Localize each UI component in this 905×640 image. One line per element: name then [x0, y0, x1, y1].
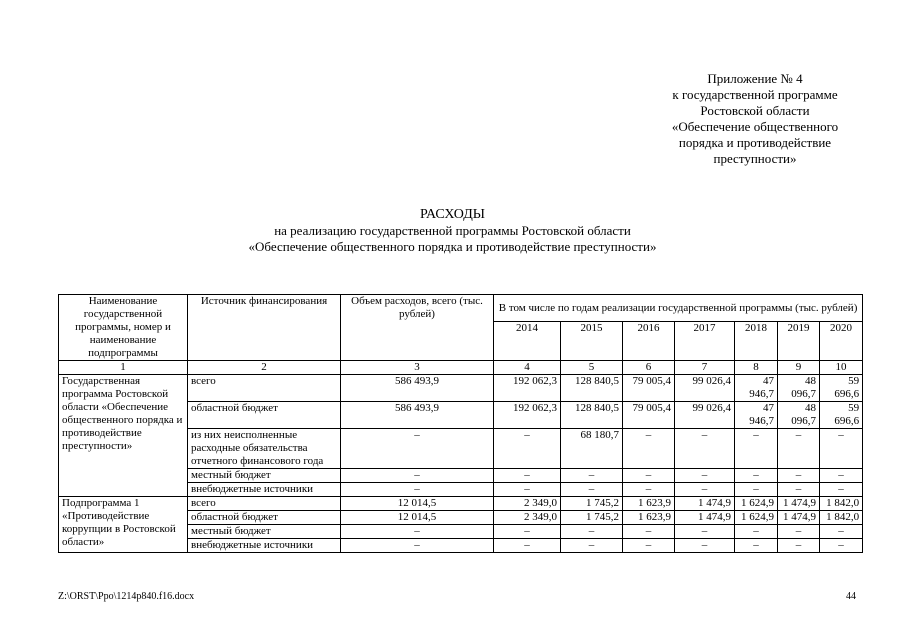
year-value-cell: 1 623,9 — [623, 511, 675, 525]
year-value-cell: 59 696,6 — [820, 375, 863, 402]
header-year-cell: 2014 — [494, 322, 561, 361]
header-year-cell: 2020 — [820, 322, 863, 361]
year-value-cell: – — [494, 469, 561, 483]
header-source-cell: Источник финансирования — [188, 295, 341, 361]
column-number-cell: 4 — [494, 361, 561, 375]
year-value-cell: 47 946,7 — [735, 375, 778, 402]
year-value-cell: – — [735, 429, 778, 469]
column-number-cell: 9 — [778, 361, 820, 375]
year-value-cell: 1 474,9 — [675, 497, 735, 511]
source-cell: всего — [188, 375, 341, 402]
source-cell: внебюджетные источники — [188, 539, 341, 553]
year-value-cell: – — [778, 469, 820, 483]
total-cell: – — [341, 483, 494, 497]
year-value-cell: 1 842,0 — [820, 511, 863, 525]
appendix-line: порядка и противодействие — [678, 135, 832, 150]
document-subtitle-line1: на реализацию государственной программы Ростовской области — [274, 223, 631, 238]
year-value-cell: – — [820, 483, 863, 497]
year-value-cell: – — [675, 539, 735, 553]
appendix-block — [640, 71, 870, 167]
year-value-cell: – — [735, 525, 778, 539]
year-value-cell: – — [494, 429, 561, 469]
program-name-cell: Подпрограмма 1 «Противодействие коррупции в Ростовской области» — [59, 497, 188, 553]
year-value-cell: – — [820, 525, 863, 539]
year-value-cell: 59 696,6 — [820, 402, 863, 429]
year-value-cell: 1 745,2 — [561, 511, 623, 525]
year-value-cell: – — [623, 483, 675, 497]
year-value-cell: 99 026,4 — [675, 402, 735, 429]
year-value-cell: – — [735, 483, 778, 497]
year-value-cell: – — [494, 525, 561, 539]
total-cell: 12 014,5 — [341, 497, 494, 511]
year-value-cell: – — [561, 525, 623, 539]
appendix-line: к государственной программе — [672, 87, 838, 102]
year-value-cell: – — [675, 429, 735, 469]
table-row — [59, 375, 863, 402]
appendix-line: Ростовской области — [700, 103, 810, 118]
expenses-table-body — [59, 295, 863, 553]
total-cell: – — [341, 525, 494, 539]
year-value-cell: – — [820, 539, 863, 553]
source-cell: внебюджетные источники — [188, 483, 341, 497]
year-value-cell: 79 005,4 — [623, 402, 675, 429]
source-cell: местный бюджет — [188, 469, 341, 483]
year-value-cell: 1 624,9 — [735, 511, 778, 525]
year-value-cell: 1 474,9 — [778, 497, 820, 511]
header-year-cell: 2019 — [778, 322, 820, 361]
year-value-cell: – — [561, 483, 623, 497]
document-heading — [0, 207, 905, 255]
source-cell: областной бюджет — [188, 511, 341, 525]
program-name-cell: Государственная программа Ростовской области «Обеспечение общественного порядка и противодействие преступности» — [59, 375, 188, 497]
year-value-cell: 68 180,7 — [561, 429, 623, 469]
header-year-cell: 2018 — [735, 322, 778, 361]
year-value-cell: – — [675, 469, 735, 483]
column-number-cell: 10 — [820, 361, 863, 375]
year-value-cell: 47 946,7 — [735, 402, 778, 429]
year-value-cell: 99 026,4 — [675, 375, 735, 402]
year-value-cell: 1 745,2 — [561, 497, 623, 511]
year-value-cell: – — [778, 525, 820, 539]
document-title: РАСХОДЫ — [420, 207, 485, 222]
year-value-cell: 2 349,0 — [494, 497, 561, 511]
header-by-years-cell: В том числе по годам реализации государственной программы (тыс. рублей) — [494, 295, 863, 322]
column-number-cell: 3 — [341, 361, 494, 375]
year-value-cell: – — [623, 469, 675, 483]
document-subtitle-line2: «Обеспечение общественного порядка и противодействие преступности» — [248, 239, 657, 254]
total-cell: – — [341, 469, 494, 483]
header-year-cell: 2015 — [561, 322, 623, 361]
source-cell: всего — [188, 497, 341, 511]
year-value-cell: – — [820, 469, 863, 483]
column-numbers-row — [59, 361, 863, 375]
year-value-cell: 79 005,4 — [623, 375, 675, 402]
table-row — [59, 497, 863, 511]
column-number-cell: 1 — [59, 361, 188, 375]
header-year-cell: 2016 — [623, 322, 675, 361]
year-value-cell: – — [735, 469, 778, 483]
year-value-cell: 48 096,7 — [778, 375, 820, 402]
table-header-row — [59, 295, 863, 322]
year-value-cell: – — [778, 483, 820, 497]
footer-page-number: 44 — [846, 591, 856, 602]
year-value-cell: – — [623, 525, 675, 539]
year-value-cell: – — [778, 429, 820, 469]
year-value-cell: 1 474,9 — [778, 511, 820, 525]
year-value-cell: 48 096,7 — [778, 402, 820, 429]
header-volume-cell: Объем расходов, всего (тыс. рублей) — [341, 295, 494, 361]
year-value-cell: – — [623, 429, 675, 469]
appendix-line: «Обеспечение общественного — [671, 119, 839, 134]
year-value-cell: – — [561, 469, 623, 483]
source-cell: местный бюджет — [188, 525, 341, 539]
year-value-cell: 192 062,3 — [494, 402, 561, 429]
column-number-cell: 2 — [188, 361, 341, 375]
year-value-cell: – — [494, 539, 561, 553]
year-value-cell: – — [623, 539, 675, 553]
appendix-line: преступности» — [713, 151, 797, 166]
total-cell: 12 014,5 — [341, 511, 494, 525]
total-cell: – — [341, 539, 494, 553]
column-number-cell: 8 — [735, 361, 778, 375]
column-number-cell: 7 — [675, 361, 735, 375]
year-value-cell: 1 623,9 — [623, 497, 675, 511]
year-value-cell: – — [561, 539, 623, 553]
header-year-cell: 2017 — [675, 322, 735, 361]
year-value-cell: – — [675, 525, 735, 539]
year-value-cell: 1 624,9 — [735, 497, 778, 511]
year-value-cell: – — [675, 483, 735, 497]
year-value-cell: 128 840,5 — [561, 402, 623, 429]
total-cell: 586 493,9 — [341, 375, 494, 402]
year-value-cell: 1 842,0 — [820, 497, 863, 511]
year-value-cell: – — [494, 483, 561, 497]
year-value-cell: – — [735, 539, 778, 553]
expenses-table — [58, 294, 863, 553]
header-name-cell: Наименование государственной программы, номер и наименование подпрограммы — [59, 295, 188, 361]
year-value-cell: 192 062,3 — [494, 375, 561, 402]
year-value-cell: 1 474,9 — [675, 511, 735, 525]
source-cell: областной бюджет — [188, 402, 341, 429]
total-cell: – — [341, 429, 494, 469]
column-number-cell: 5 — [561, 361, 623, 375]
year-value-cell: 128 840,5 — [561, 375, 623, 402]
year-value-cell: 2 349,0 — [494, 511, 561, 525]
year-value-cell: – — [778, 539, 820, 553]
appendix-line: Приложение № 4 — [707, 71, 803, 86]
year-value-cell: – — [820, 429, 863, 469]
total-cell: 586 493,9 — [341, 402, 494, 429]
column-number-cell: 6 — [623, 361, 675, 375]
footer-file-path: Z:\ORST\Ppo\1214p840.f16.docx — [58, 591, 195, 602]
source-cell: из них неисполненные расходные обязательства отчетного финансового года — [188, 429, 341, 469]
